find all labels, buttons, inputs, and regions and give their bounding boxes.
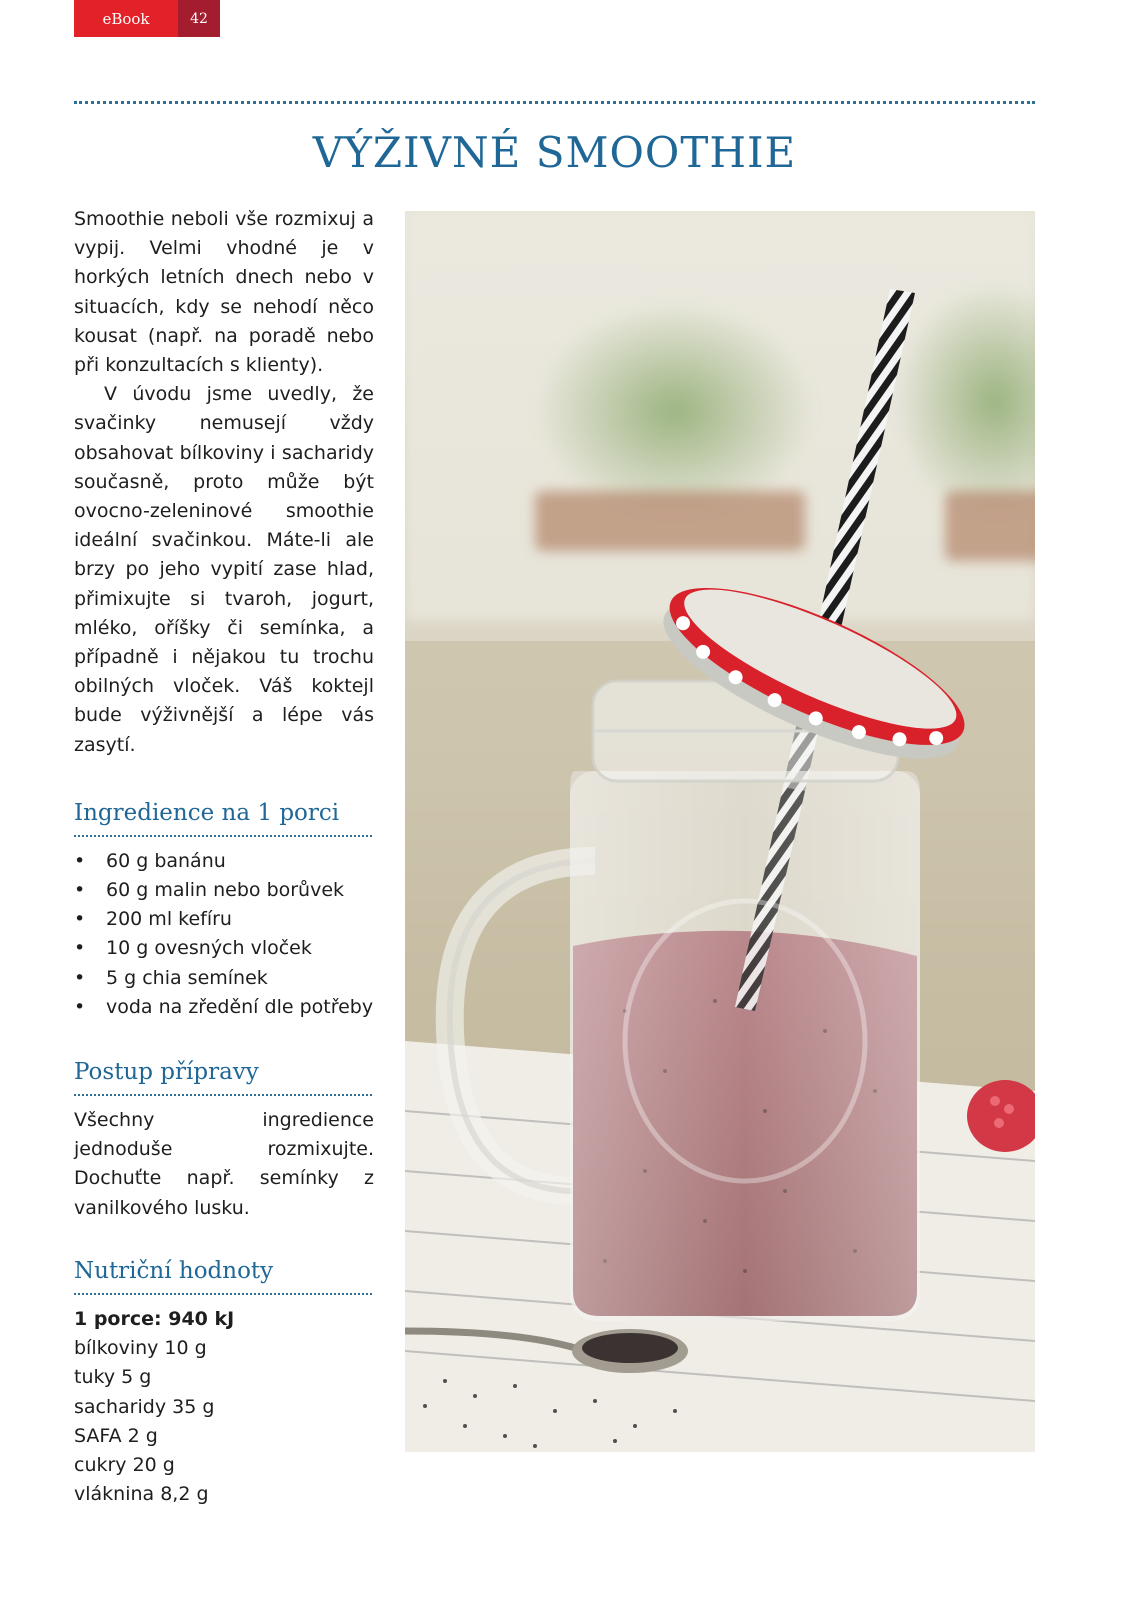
page-title: VÝŽIVNÉ SMOOTHIE bbox=[312, 128, 797, 177]
bullet-icon: • bbox=[74, 995, 86, 1018]
list-item: • 200 ml kefíru bbox=[74, 905, 374, 934]
nutrition-item: cukry 20 g bbox=[74, 1453, 175, 1476]
bullet-icon: • bbox=[74, 908, 86, 931]
bullet-icon: • bbox=[74, 879, 86, 902]
nutrition-item: bílkoviny 10 g bbox=[74, 1337, 207, 1360]
ingredients-list bbox=[74, 847, 374, 1022]
ingredients-heading: Ingredience na 1 porci bbox=[74, 799, 340, 826]
list-item: • 5 g chia semínek bbox=[74, 964, 374, 993]
nutrition-item: SAFA 2 g bbox=[74, 1424, 158, 1447]
intro-paragraph-1: Smoothie neboli vše rozmixuj a vypij. Velmi vhodné je v horkých letních dnech nebo v situacích, kdy se nehodí něco kousat (např. na poradě nebo při konzultacích s klienty). bbox=[74, 208, 374, 377]
nutrition-item: vláknina 8,2 g bbox=[74, 1483, 209, 1506]
bullet-icon: • bbox=[74, 937, 86, 960]
list-item: • 60 g banánu bbox=[74, 847, 374, 876]
method-heading: Postup přípravy bbox=[74, 1059, 259, 1086]
bullet-icon: • bbox=[74, 966, 86, 989]
nutrition-item: tuky 5 g bbox=[74, 1366, 152, 1389]
text-column bbox=[74, 205, 374, 1509]
bullet-icon: • bbox=[74, 849, 86, 872]
nutrition-heading: Nutriční hodnoty bbox=[74, 1257, 274, 1284]
ebook-tab bbox=[74, 0, 220, 37]
list-item: • 10 g ovesných vloček bbox=[74, 934, 374, 963]
list-item: • 60 g malin nebo borůvek bbox=[74, 876, 374, 905]
smoothie-photo bbox=[405, 211, 1035, 1452]
page-number: 42 bbox=[178, 0, 220, 37]
portion-energy: 1 porce: 940 kJ bbox=[74, 1307, 235, 1330]
intro-paragraph-2: V úvodu jsme uvedly, že svačinky nemusejí vždy obsahovat bílkoviny i sacharidy současně, proto může být ovocno-zeleninové smoothie ideální svačinkou. Máte-li ale brzy po jeho vypití zase hlad, přimixujte si tvaroh, jogurt, mléko, oříšky či semínka, a případně i nějakou tu trochu obilných vloček. Váš koktejl bude výživnější a lépe vás zasytí. bbox=[74, 383, 374, 756]
list-item: • voda na zředění dle potřeby bbox=[74, 993, 374, 1022]
nutrition-item: sacharidy 35 g bbox=[74, 1395, 215, 1418]
ebook-label: eBook bbox=[74, 0, 178, 37]
title-divider bbox=[74, 101, 1035, 104]
method-text: Všechny ingredience jednoduše rozmixujte. Dochuťte např. semínky z vanilkového lusku. bbox=[74, 1109, 374, 1219]
